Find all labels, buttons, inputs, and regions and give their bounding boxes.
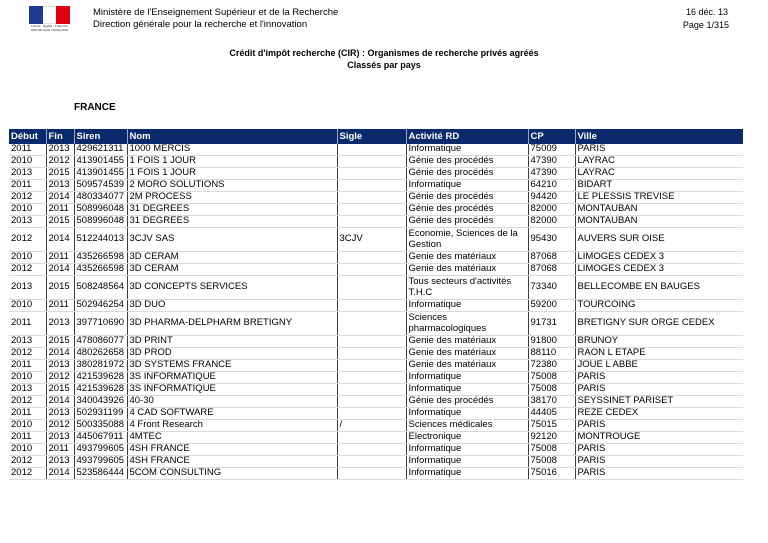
cell-cp: 75016	[528, 468, 575, 480]
table-row	[9, 384, 743, 396]
table-row	[9, 456, 743, 468]
cell-ville: TOURCOING	[575, 300, 743, 312]
table-row	[9, 264, 743, 276]
table-row	[9, 168, 743, 180]
cell-ville: PARIS	[575, 420, 743, 432]
french-flag-icon	[29, 6, 70, 24]
table-row	[9, 408, 743, 420]
cell-sigle	[337, 180, 406, 192]
cell-debut: 2013	[9, 384, 46, 396]
cell-ville: MONTROUGE	[575, 432, 743, 444]
cell-activite-rd: Genie des matériaux	[406, 252, 528, 264]
cell-activite-rd: Sciences pharmacologiques	[406, 312, 528, 336]
cell-activite-rd: Informatique	[406, 444, 528, 456]
cell-siren: 502946254	[74, 300, 127, 312]
cell-nom: 1 FOIS 1 JOUR	[127, 168, 337, 180]
cell-fin: 2012	[46, 372, 74, 384]
cell-siren: 435266598	[74, 252, 127, 264]
cell-nom: 31 DEGREES	[127, 216, 337, 228]
cell-debut: 2012	[9, 264, 46, 276]
cell-debut: 2010	[9, 444, 46, 456]
cell-ville: REZE CEDEX	[575, 408, 743, 420]
cell-nom: 3D CERAM	[127, 264, 337, 276]
cell-sigle	[337, 360, 406, 372]
cell-ville: PARIS	[575, 456, 743, 468]
republique-francaise-logo	[29, 6, 70, 34]
table-row	[9, 396, 743, 408]
cell-ville: AUVERS SUR OISE	[575, 228, 743, 252]
cell-activite-rd: Genie des matériaux	[406, 336, 528, 348]
cell-ville: RAON L ETAPE	[575, 348, 743, 360]
cell-activite-rd: Electronique	[406, 432, 528, 444]
cell-activite-rd: Informatique	[406, 408, 528, 420]
cell-debut: 2012	[9, 456, 46, 468]
cell-activite-rd: Génie des procédés	[406, 192, 528, 204]
cell-cp: 95430	[528, 228, 575, 252]
cell-nom: 3D CONCEPTS SERVICES	[127, 276, 337, 300]
page-label: Page	[682, 20, 704, 30]
cell-ville: BRUNOY	[575, 336, 743, 348]
cell-siren: 508248564	[74, 276, 127, 300]
column-header-siren: Siren	[74, 129, 127, 144]
cell-sigle	[337, 216, 406, 228]
cell-sigle: /	[337, 420, 406, 432]
cell-nom: 2 MORO SOLUTIONS	[127, 180, 337, 192]
cell-nom: 4SH FRANCE	[127, 444, 337, 456]
cell-cp: 91731	[528, 312, 575, 336]
table-row	[9, 192, 743, 204]
cell-nom: 3D SYSTEMS FRANCE	[127, 360, 337, 372]
cell-fin: 2011	[46, 444, 74, 456]
table-row	[9, 312, 743, 336]
cell-debut: 2011	[9, 432, 46, 444]
cell-fin: 2015	[46, 384, 74, 396]
cell-cp: 75008	[528, 372, 575, 384]
cell-fin: 2012	[46, 420, 74, 432]
cell-activite-rd: Génie des procédés	[406, 396, 528, 408]
cell-activite-rd: Génie des procédés	[406, 216, 528, 228]
cell-sigle	[337, 384, 406, 396]
cell-sigle	[337, 192, 406, 204]
cell-cp: 88110	[528, 348, 575, 360]
cell-sigle	[337, 204, 406, 216]
cell-sigle	[337, 468, 406, 480]
ministry-line-1: Ministère de l'Enseignement Supérieur et de la Recherche	[93, 7, 339, 18]
cell-siren: 480262658	[74, 348, 127, 360]
cell-fin: 2011	[46, 204, 74, 216]
cell-debut: 2011	[9, 408, 46, 420]
cell-debut: 2013	[9, 276, 46, 300]
cell-activite-rd: Informatique	[406, 300, 528, 312]
cell-cp: 75009	[528, 144, 575, 156]
cell-debut: 2010	[9, 372, 46, 384]
cell-ville: PARIS	[575, 384, 743, 396]
cell-siren: 380281972	[74, 360, 127, 372]
cell-fin: 2011	[46, 252, 74, 264]
cell-nom: 1 FOIS 1 JOUR	[127, 156, 337, 168]
cell-ville: MONTAUBAN	[575, 216, 743, 228]
cell-sigle	[337, 456, 406, 468]
cell-nom: 3S INFORMATIQUE	[127, 372, 337, 384]
cell-sigle	[337, 312, 406, 336]
report-date: 16 déc. 13	[685, 7, 728, 17]
cell-nom: 4 Front Research	[127, 420, 337, 432]
cell-siren: 397710690	[74, 312, 127, 336]
cell-ville: SEYSSINET PARISET	[575, 396, 743, 408]
cell-sigle	[337, 264, 406, 276]
cell-cp: 75015	[528, 420, 575, 432]
cell-cp: 82000	[528, 204, 575, 216]
cell-nom: 3D DUO	[127, 300, 337, 312]
cell-nom: 3CJV SAS	[127, 228, 337, 252]
cell-activite-rd: Informatique	[406, 372, 528, 384]
cell-fin: 2013	[46, 180, 74, 192]
cell-debut: 2010	[9, 252, 46, 264]
cell-fin: 2013	[46, 432, 74, 444]
table-row	[9, 360, 743, 372]
cell-sigle	[337, 252, 406, 264]
cell-siren: 493799605	[74, 444, 127, 456]
cell-cp: 38170	[528, 396, 575, 408]
cell-ville: MONTAUBAN	[575, 204, 743, 216]
cell-ville: BRETIGNY SUR ORGE CEDEX	[575, 312, 743, 336]
cell-activite-rd: Informatique	[406, 180, 528, 192]
cell-cp: 47390	[528, 168, 575, 180]
cell-debut: 2012	[9, 396, 46, 408]
cell-activite-rd: Génie des procédés	[406, 204, 528, 216]
cell-fin: 2014	[46, 192, 74, 204]
column-header-debut: Début	[9, 129, 46, 144]
cell-nom: 5COM CONSULTING	[127, 468, 337, 480]
cell-nom: 3S INFORMATIQUE	[127, 384, 337, 396]
cell-activite-rd: Génie des procédés	[406, 156, 528, 168]
cell-fin: 2014	[46, 228, 74, 252]
cell-activite-rd: Sciences médicales	[406, 420, 528, 432]
table-header-row	[9, 129, 743, 144]
cell-ville: JOUE L ABBE	[575, 360, 743, 372]
cell-ville: BIDART	[575, 180, 743, 192]
cell-debut: 2012	[9, 348, 46, 360]
cell-sigle	[337, 408, 406, 420]
cell-fin: 2011	[46, 300, 74, 312]
cell-activite-rd: Genie des matériaux	[406, 264, 528, 276]
cell-siren: 512244013	[74, 228, 127, 252]
cell-debut: 2012	[9, 192, 46, 204]
table-row	[9, 468, 743, 480]
cell-siren: 445067911	[74, 432, 127, 444]
cell-ville: PARIS	[575, 372, 743, 384]
cell-cp: 87068	[528, 264, 575, 276]
cell-ville: LIMOGES CEDEX 3	[575, 264, 743, 276]
report-title-line-2: Classés par pays	[347, 60, 421, 70]
cell-siren: 421539628	[74, 384, 127, 396]
cell-siren: 429621311	[74, 144, 127, 156]
column-header-ville: Ville	[575, 129, 743, 144]
cell-cp: 44405	[528, 408, 575, 420]
cell-nom: 2M PROCESS	[127, 192, 337, 204]
cell-fin: 2013	[46, 456, 74, 468]
cell-fin: 2015	[46, 168, 74, 180]
cell-cp: 92120	[528, 432, 575, 444]
table-row	[9, 420, 743, 432]
cell-cp: 94420	[528, 192, 575, 204]
cell-debut: 2013	[9, 336, 46, 348]
cell-debut: 2013	[9, 168, 46, 180]
cell-activite-rd: Genie des matériaux	[406, 348, 528, 360]
cell-debut: 2010	[9, 204, 46, 216]
cell-fin: 2014	[46, 264, 74, 276]
cell-cp: 73340	[528, 276, 575, 300]
cell-fin: 2014	[46, 348, 74, 360]
cell-activite-rd: Informatique	[406, 144, 528, 156]
cell-ville: PARIS	[575, 144, 743, 156]
cell-debut: 2010	[9, 156, 46, 168]
cell-nom: 31 DEGREES	[127, 204, 337, 216]
cell-fin: 2014	[46, 468, 74, 480]
cell-debut: 2012	[9, 228, 46, 252]
table-row	[9, 372, 743, 384]
cell-sigle	[337, 396, 406, 408]
cell-siren: 508996048	[74, 204, 127, 216]
cell-debut: 2011	[9, 360, 46, 372]
cell-siren: 523586444	[74, 468, 127, 480]
cell-fin: 2013	[46, 312, 74, 336]
column-header-sigle: Sigle	[337, 129, 406, 144]
cell-debut: 2011	[9, 144, 46, 156]
cell-cp: 91800	[528, 336, 575, 348]
cell-siren: 435266598	[74, 264, 127, 276]
cell-activite-rd: Economie, Sciences de la Gestion	[406, 228, 528, 252]
cell-ville: PARIS	[575, 444, 743, 456]
table-row	[9, 228, 743, 252]
cell-debut: 2012	[9, 468, 46, 480]
cell-sigle	[337, 348, 406, 360]
column-header-nom: Nom	[127, 129, 337, 144]
cell-sigle	[337, 144, 406, 156]
cell-debut: 2010	[9, 300, 46, 312]
cell-nom: 4 CAD SOFTWARE	[127, 408, 337, 420]
cell-activite-rd: Informatique	[406, 456, 528, 468]
cell-fin: 2015	[46, 216, 74, 228]
cell-nom: 3D PROD	[127, 348, 337, 360]
cell-cp: 75008	[528, 384, 575, 396]
cell-cp: 87068	[528, 252, 575, 264]
cell-siren: 500335088	[74, 420, 127, 432]
page-number: 1/315	[706, 20, 729, 30]
cell-siren: 413901455	[74, 168, 127, 180]
cell-cp: 47390	[528, 156, 575, 168]
cell-nom: 3D CERAM	[127, 252, 337, 264]
cell-debut: 2011	[9, 180, 46, 192]
column-header-fin: Fin	[46, 129, 74, 144]
cell-fin: 2013	[46, 144, 74, 156]
cell-debut: 2010	[9, 420, 46, 432]
cell-siren: 340043926	[74, 396, 127, 408]
cell-sigle	[337, 444, 406, 456]
table-row	[9, 276, 743, 300]
column-header-activite-rd: Activité RD	[406, 129, 528, 144]
cell-siren: 493799605	[74, 456, 127, 468]
cell-nom: 40-30	[127, 396, 337, 408]
report-title	[0, 47, 768, 71]
column-header-cp: CP	[528, 129, 575, 144]
cell-ville: PARIS	[575, 468, 743, 480]
table-row	[9, 252, 743, 264]
organisms-table	[9, 129, 743, 480]
ministry-line-2: Direction générale pour la recherche et l'innovation	[93, 19, 308, 30]
table-row	[9, 336, 743, 348]
page-indicator	[683, 20, 729, 30]
cell-ville: BELLECOMBE EN BAUGES	[575, 276, 743, 300]
cell-fin: 2015	[46, 336, 74, 348]
cell-cp: 75008	[528, 444, 575, 456]
cell-siren: 508996048	[74, 216, 127, 228]
country-heading: FRANCE	[74, 102, 116, 113]
cell-cp: 72380	[528, 360, 575, 372]
cell-fin: 2013	[46, 360, 74, 372]
cell-debut: 2011	[9, 312, 46, 336]
table-row	[9, 216, 743, 228]
cell-ville: LE PLESSIS TREVISE	[575, 192, 743, 204]
cell-cp: 59200	[528, 300, 575, 312]
cell-sigle	[337, 156, 406, 168]
cell-nom: 4SH FRANCE	[127, 456, 337, 468]
cell-fin: 2014	[46, 396, 74, 408]
cell-ville: LAYRAC	[575, 156, 743, 168]
table-row	[9, 444, 743, 456]
cell-sigle	[337, 168, 406, 180]
cell-sigle	[337, 276, 406, 300]
cell-nom: 3D PHARMA-DELPHARM BRETIGNY	[127, 312, 337, 336]
table-row	[9, 300, 743, 312]
cell-cp: 64210	[528, 180, 575, 192]
table-row	[9, 204, 743, 216]
cell-sigle	[337, 300, 406, 312]
cell-activite-rd: Informatique	[406, 384, 528, 396]
report-title-line-1: Crédit d'impôt recherche (CIR) : Organismes de recherche privés agréés	[229, 48, 539, 58]
cell-activite-rd: Génie des procédés	[406, 168, 528, 180]
cell-sigle	[337, 336, 406, 348]
cell-sigle: 3CJV	[337, 228, 406, 252]
cell-cp: 75008	[528, 456, 575, 468]
table-row	[9, 432, 743, 444]
cell-siren: 509574539	[74, 180, 127, 192]
cell-activite-rd: Informatique	[406, 468, 528, 480]
cell-cp: 82000	[528, 216, 575, 228]
table-row	[9, 180, 743, 192]
logo-caption: Liberté · Égalité · Fraternité RÉPUBLIQUE FRANÇAISE	[30, 24, 69, 32]
cell-debut: 2013	[9, 216, 46, 228]
cell-fin: 2013	[46, 408, 74, 420]
cell-nom: 3D PRINT	[127, 336, 337, 348]
cell-siren: 502931199	[74, 408, 127, 420]
table-row	[9, 156, 743, 168]
cell-fin: 2012	[46, 156, 74, 168]
cell-activite-rd: Tous secteurs d'activités T.H.C	[406, 276, 528, 300]
cell-siren: 413901455	[74, 156, 127, 168]
table-row	[9, 348, 743, 360]
cell-activite-rd: Genie des matériaux	[406, 360, 528, 372]
cell-sigle	[337, 372, 406, 384]
cell-fin: 2015	[46, 276, 74, 300]
cell-siren: 480334077	[74, 192, 127, 204]
cell-siren: 478086077	[74, 336, 127, 348]
cell-ville: LAYRAC	[575, 168, 743, 180]
ministry-name	[93, 7, 338, 31]
table-row	[9, 144, 743, 156]
cell-ville: LIMOGES CEDEX 3	[575, 252, 743, 264]
cell-nom: 4MTEC	[127, 432, 337, 444]
cell-siren: 421539628	[74, 372, 127, 384]
cell-sigle	[337, 432, 406, 444]
cell-nom: 1000 MERCIS	[127, 144, 337, 156]
